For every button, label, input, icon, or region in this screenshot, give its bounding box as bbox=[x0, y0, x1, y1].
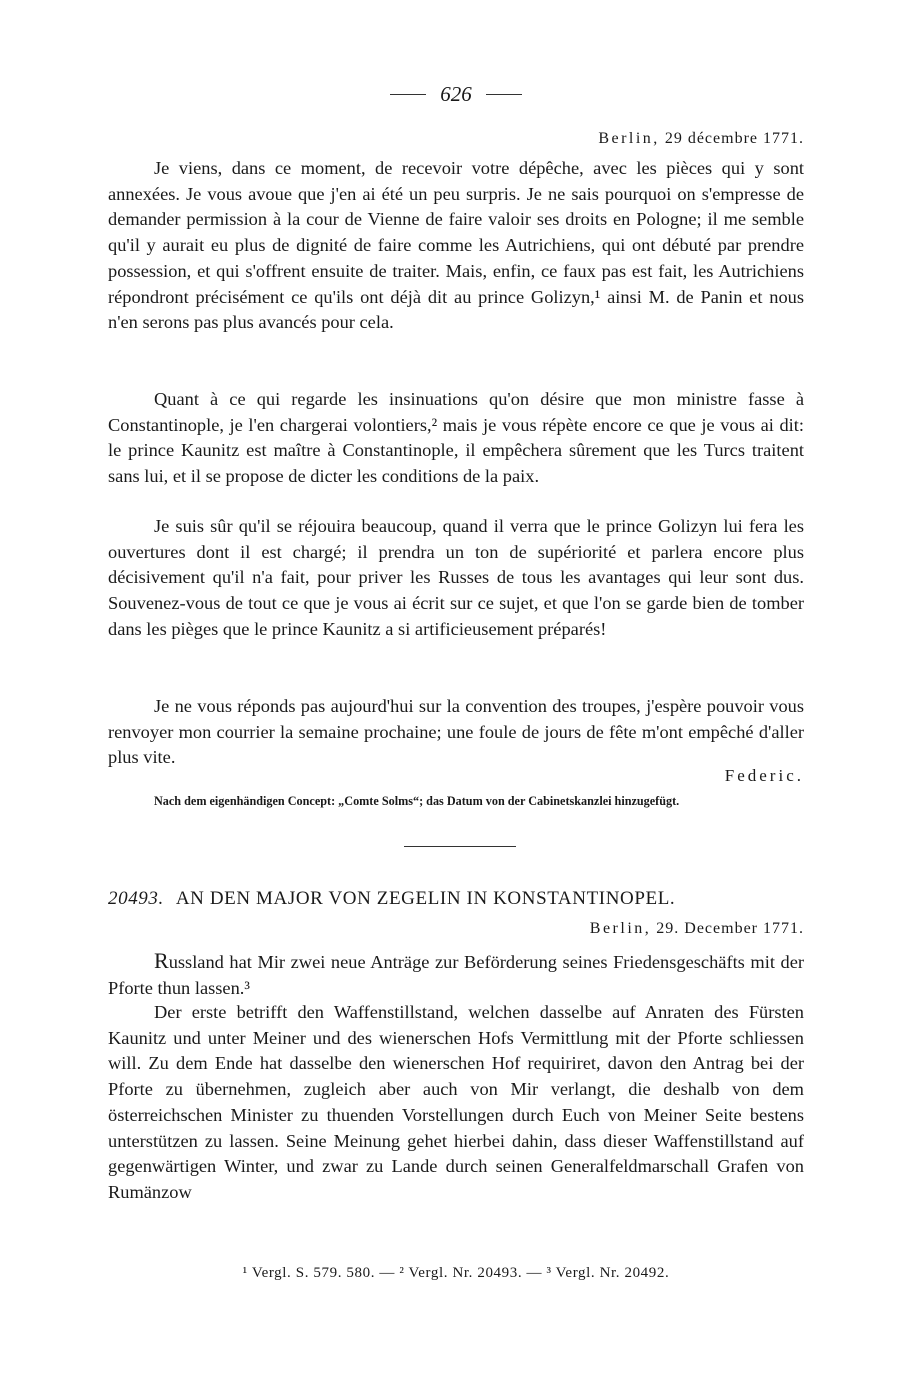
letter2-title: AN DEN MAJOR VON ZEGELIN IN KONSTANTINOPEL. bbox=[175, 888, 676, 909]
letter2-dateline-date: 29. December 1771. bbox=[656, 920, 804, 937]
letter1-dateline-date: 29 décembre 1771. bbox=[664, 130, 804, 147]
letter1-paragraph-4: Je ne vous réponds pas aujourd'hui sur la convention des troupes, j'espère pouvoir vous renvoyer mon courrier la semaine prochaine; une foule de jours de fête m'ont empêché d'aller plus vite. bbox=[108, 696, 804, 768]
letter2-paragraph-1: Russland hat Mir zwei neue Anträge zur Beförderung seines Friedensgeschäfts mit der Pforte thun lassen.³ bbox=[108, 948, 804, 998]
letter2-dateline bbox=[590, 920, 804, 938]
letter2-paragraph-2: Der erste betrifft den Waffenstillstand, welchen dasselbe auf Anraten des Fürsten Kaunitz und unter Meiner und des wienerschen Hofs Vermittlung mit der Pforte schliessen will. Zu dem Ende hat dasselbe den wienerschen Hof requiriret, davon den Antrag bei der Pforte zu übernehmen, zugleich aber auch von Mir verlangt, die deshalb von dem österreichschen Minister zu thuenden Vorstellungen durch Euch von Meiner Seite bestens unterstützen zu lassen. Seine Meinung gehet hierbei dahin, dass dieser Waffenstillstand auf gegenwärtigen Winter, und zwar zu Lande durch seinen Generalfeldmarschall Grafen von Rumänzow bbox=[108, 1002, 804, 1202]
page-number-dash-right bbox=[486, 94, 522, 95]
page-number: 626 bbox=[440, 82, 472, 106]
letter1-paragraph-1: Je viens, dans ce moment, de recevoir votre dépêche, avec les pièces qui y sont annexées. Je vous avoue que j'en ai été un peu surpris. Je ne sais pourquoi on s'empresse de demander permission à la cour de Vienne de faire valoir ses droits en Pologne; il me semble qu'il y aurait eu plus de dignité de faire comme les Autrichiens, qui ont débuté par prendre possession, et qui s'offrent ensuite de traiter. Mais, enfin, ce faux pas est fait, les Autrichiens répondront précisément ce qu'ils ont déjà dit au prince Golizyn,¹ ainsi M. de Panin et nous n'en serons pas plus avancés pour cela. bbox=[108, 158, 804, 333]
section-divider bbox=[404, 846, 516, 847]
footnotes: ¹ Vergl. S. 579. 580. — ² Vergl. Nr. 20493. — ³ Vergl. Nr. 20492. bbox=[242, 1265, 670, 1281]
letter2-heading bbox=[108, 888, 808, 910]
letter1-dateline bbox=[598, 130, 804, 148]
letter1-paragraph-2: Quant à ce qui regarde les insinuations qu'on désire que mon ministre fasse à Constantinople, je l'en chargerai volontiers,² mais je vous répète encore ce que je vous ai dit: le prince Kaunitz est maître à Constantinople, il empêchera sûrement que les Turcs traitent sans lui, et il se propose de dicter les conditions de la paix. bbox=[108, 389, 804, 487]
page-number-row bbox=[108, 82, 804, 107]
letter1-paragraph-3: Je suis sûr qu'il se réjouira beaucoup, quand il verra que le prince Golizyn lui fera les ouvertures dont il est chargé; il prendra un ton de supériorité et parlera encore plus décisivement qu'il n'a fait, pour priver les Russes de tous les avantages qui leur sont dus. Souvenez-vous de tout ce que je vous ai écrit sur ce sujet, et que l'on se garde bien de tomber dans les pièges que le prince Kaunitz a si artificieusement préparés! bbox=[108, 516, 804, 639]
letter2-dateline-place: Berlin, bbox=[589, 920, 652, 937]
letter2-number: 20493. bbox=[108, 888, 164, 909]
letter1-signature: Federic. bbox=[724, 766, 804, 785]
letter1-source-note: Nach dem eigenhändigen Concept: „Comte Solms“; das Datum von der Cabinetskanzlei hinzugefügt. bbox=[154, 794, 680, 808]
page-number-dash-left bbox=[390, 94, 426, 95]
letter1-dateline-place: Berlin, bbox=[598, 130, 660, 147]
